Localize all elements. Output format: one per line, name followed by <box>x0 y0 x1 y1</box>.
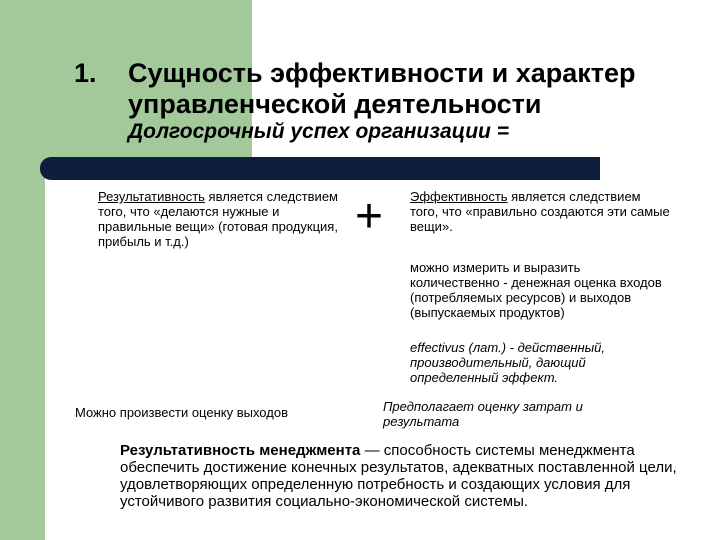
management-result-definition <box>120 442 680 510</box>
cost-assessment-text: Предполагает оценку затрат и результата <box>383 399 583 429</box>
title-line-1: Сущность эффективности и характер <box>128 58 636 88</box>
definition-term: Результативность менеджмента <box>120 442 361 459</box>
efficiency-block <box>410 189 670 234</box>
efficiency-term: Эффективность <box>410 189 508 204</box>
output-assessment-text: Можно произвести оценку выходов <box>75 405 288 420</box>
decorative-green-strip <box>0 160 45 540</box>
result-text: является следствием того, что «делаются нужные и правильные вещи» (готовая продукция, прибыль и т.д.) <box>98 189 338 249</box>
latin-definition: effectivus (лат.) - действенный, производительный, дающий определенный эффект. <box>410 340 606 385</box>
efficiency-text: является следствием того, что «правильно создаются эти самые вещи». <box>410 189 670 234</box>
slide-title <box>128 58 636 120</box>
efficiency-measure-text: можно измерить и выразить количественно - денежная оценка входов (потребляемых ресурсов) и выходов (выпускаемых продуктов) <box>410 260 662 320</box>
title-line-2: управленческой деятельности <box>128 89 542 119</box>
plus-sign: + <box>355 190 384 243</box>
decorative-navy-bar <box>40 157 600 180</box>
effectiveness-result-block <box>98 189 348 249</box>
definition-text: — способность системы менеджмента обеспечить достижение конечных результатов, адекватных поставленной цели, удовлетворяющих определенную потребность и создающих условия для устойчивого развития социально-экономической системы. <box>120 442 677 510</box>
slide-subtitle: Долгосрочный успех организации = <box>128 120 509 143</box>
result-term: Результативность <box>98 189 205 204</box>
section-number: 1. <box>74 58 97 88</box>
